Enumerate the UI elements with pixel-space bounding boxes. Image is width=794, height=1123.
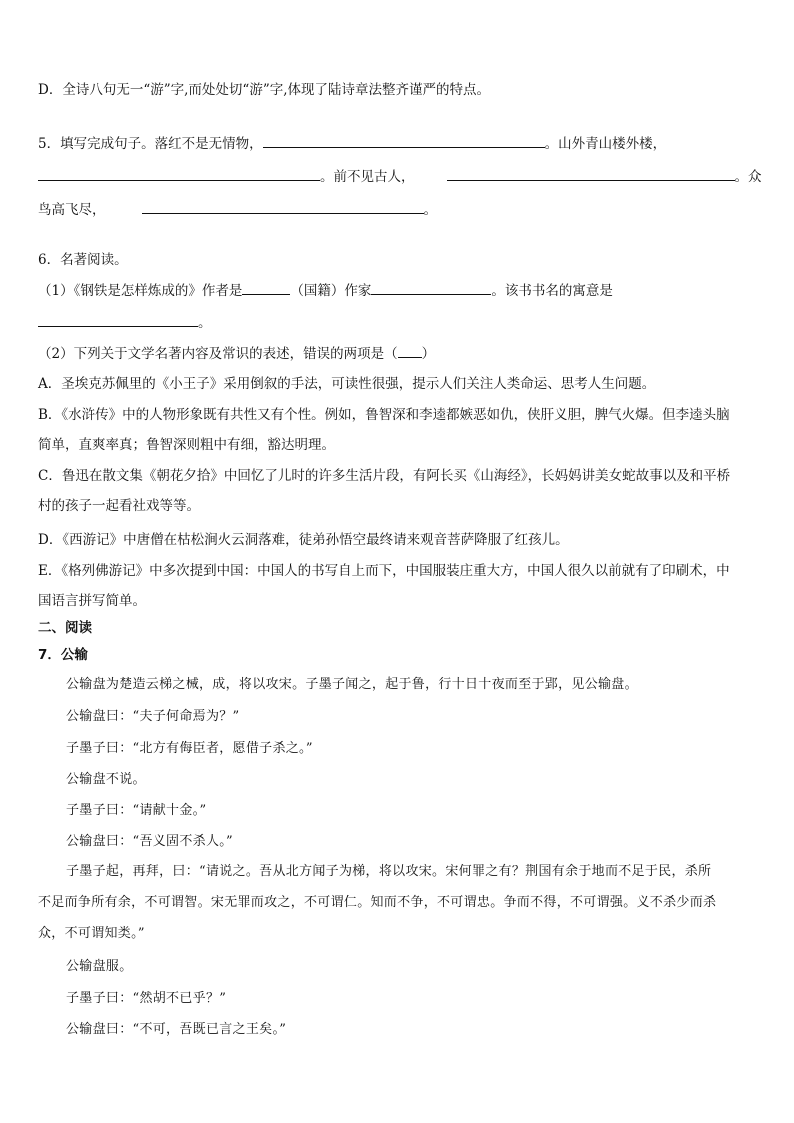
q6-blank-meaning[interactable] — [38, 312, 198, 327]
q6-sub1-b: （国籍）作家 — [290, 283, 372, 299]
q6-option-c-1: C．鲁迅在散文集《朝花夕拾》中回忆了儿时的许多生活片段，有阿长买《山海经》，长妈妈讲美女蛇故事以及和平桥 — [38, 468, 731, 484]
passage-para-9: 子墨子曰：“然胡不已乎？” — [66, 991, 227, 1006]
section-heading: 二、阅读 — [38, 620, 92, 636]
passage-para-7-line-3: 众，不可谓知类。” — [38, 926, 145, 941]
passage-para-2: 公输盘曰：“夫子何命焉为？” — [66, 709, 240, 724]
q6-sub2-line — [38, 343, 764, 364]
q6-blank-author[interactable] — [371, 280, 491, 295]
passage-para-7-line-1: 子墨子起，再拜，曰：“请说之。吾从北方闻子为梯，将以攻宋。宋何罪之有？荆国有余于地而不足于民，杀所 — [66, 864, 712, 879]
q6-answer-blank[interactable] — [398, 343, 422, 358]
q6-option-d: D．《西游记》中唐僧在枯松涧火云洞落难，徒弟孙悟空最终请来观音菩萨降服了红孩儿。 — [38, 532, 569, 548]
q4-option-d: D．全诗八句无一“游”字,而处处切“游”字,体现了陆诗章法整齐谨严的特点。 — [38, 82, 491, 98]
passage-para-8: 公输盘服。 — [66, 959, 133, 974]
q5-blank-4[interactable] — [142, 199, 424, 214]
passage-para-3: 子墨子曰：“北方有侮臣者，愿借子杀之。” — [66, 741, 313, 756]
q5-lead-4: 鸟高飞尽， — [38, 202, 106, 218]
q6-option-a: A．圣埃克苏佩里的《小王子》采用倒叙的手法，可读性很强，提示人们关注人类命运、思考人生问题。 — [38, 376, 656, 392]
q6-option-e-1: E．《格列佛游记》中多次提到中国：中国人的书写自上而下，中国服装庄重大方，中国人很久以前就有了印刷术，中 — [38, 563, 730, 579]
passage-para-5: 子墨子曰：“请献十金。” — [66, 803, 207, 818]
q6-sub1-c: 。该书书名的寓意是 — [491, 283, 613, 299]
q5-end-3: 。众 — [734, 169, 762, 185]
q5-blank-1[interactable] — [263, 133, 545, 148]
passage-para-1: 公输盘为楚造云梯之械，成，将以攻宋。子墨子闻之，起于鲁，行十日十夜而至于郢，见公输盘。 — [66, 677, 638, 692]
passage-para-6: 公输盘曰：“吾义固不杀人。” — [66, 834, 233, 849]
q6-blank-nationality[interactable] — [242, 280, 290, 295]
q5-line-2 — [38, 166, 764, 187]
passage-para-10: 公输盘曰：“不可，吾既已言之王矣。” — [66, 1022, 287, 1037]
q6-title: 6．名著阅读。 — [38, 252, 128, 268]
q5-line-1 — [38, 133, 764, 154]
q7-title: 7．公输 — [38, 647, 88, 663]
q6-sub1-d: 。 — [198, 315, 212, 331]
q5-blank-3[interactable] — [447, 166, 735, 181]
q6-sub1-line-2 — [38, 312, 764, 333]
passage-para-7-line-2: 不足而争所有余，不可谓智。宋无罪而攻之，不可谓仁。知而不争，不可谓忠。争而不得，不可谓强。义不杀少而杀 — [38, 895, 717, 910]
q6-sub2-b: ） — [421, 346, 436, 362]
q5-end-1: 。山外青山楼外楼， — [544, 136, 667, 152]
q5-prompt: 5．填写完成句子。落红不是无情物， — [38, 136, 263, 152]
q5-end-4: 。 — [423, 202, 437, 218]
q6-sub1-a: （1）《钢铁是怎样炼成的》作者是 — [38, 283, 243, 299]
q6-option-e-2: 国语言拼写简单。 — [38, 593, 146, 609]
q5-end-2: 。前不见古人， — [320, 169, 415, 185]
q5-blank-2[interactable] — [38, 166, 320, 181]
q6-sub2-a: （2）下列关于文学名著内容及常识的表述，错误的两项是（ — [38, 346, 398, 362]
q6-sub1-line — [38, 280, 764, 301]
q6-option-c-2: 村的孩子一起看社戏等等。 — [38, 498, 200, 514]
q6-option-b-2: 简单，直爽率真；鲁智深则粗中有细，豁达明理。 — [38, 437, 335, 453]
passage-para-4: 公输盘不说。 — [66, 772, 146, 787]
q5-line-3 — [38, 199, 764, 220]
q6-option-b-1: B．《水浒传》中的人物形象既有共性又有个性。例如，鲁智深和李逵都嫉恶如仇，侠肝义胆，脾气火爆。但李逵头脑 — [38, 407, 730, 423]
